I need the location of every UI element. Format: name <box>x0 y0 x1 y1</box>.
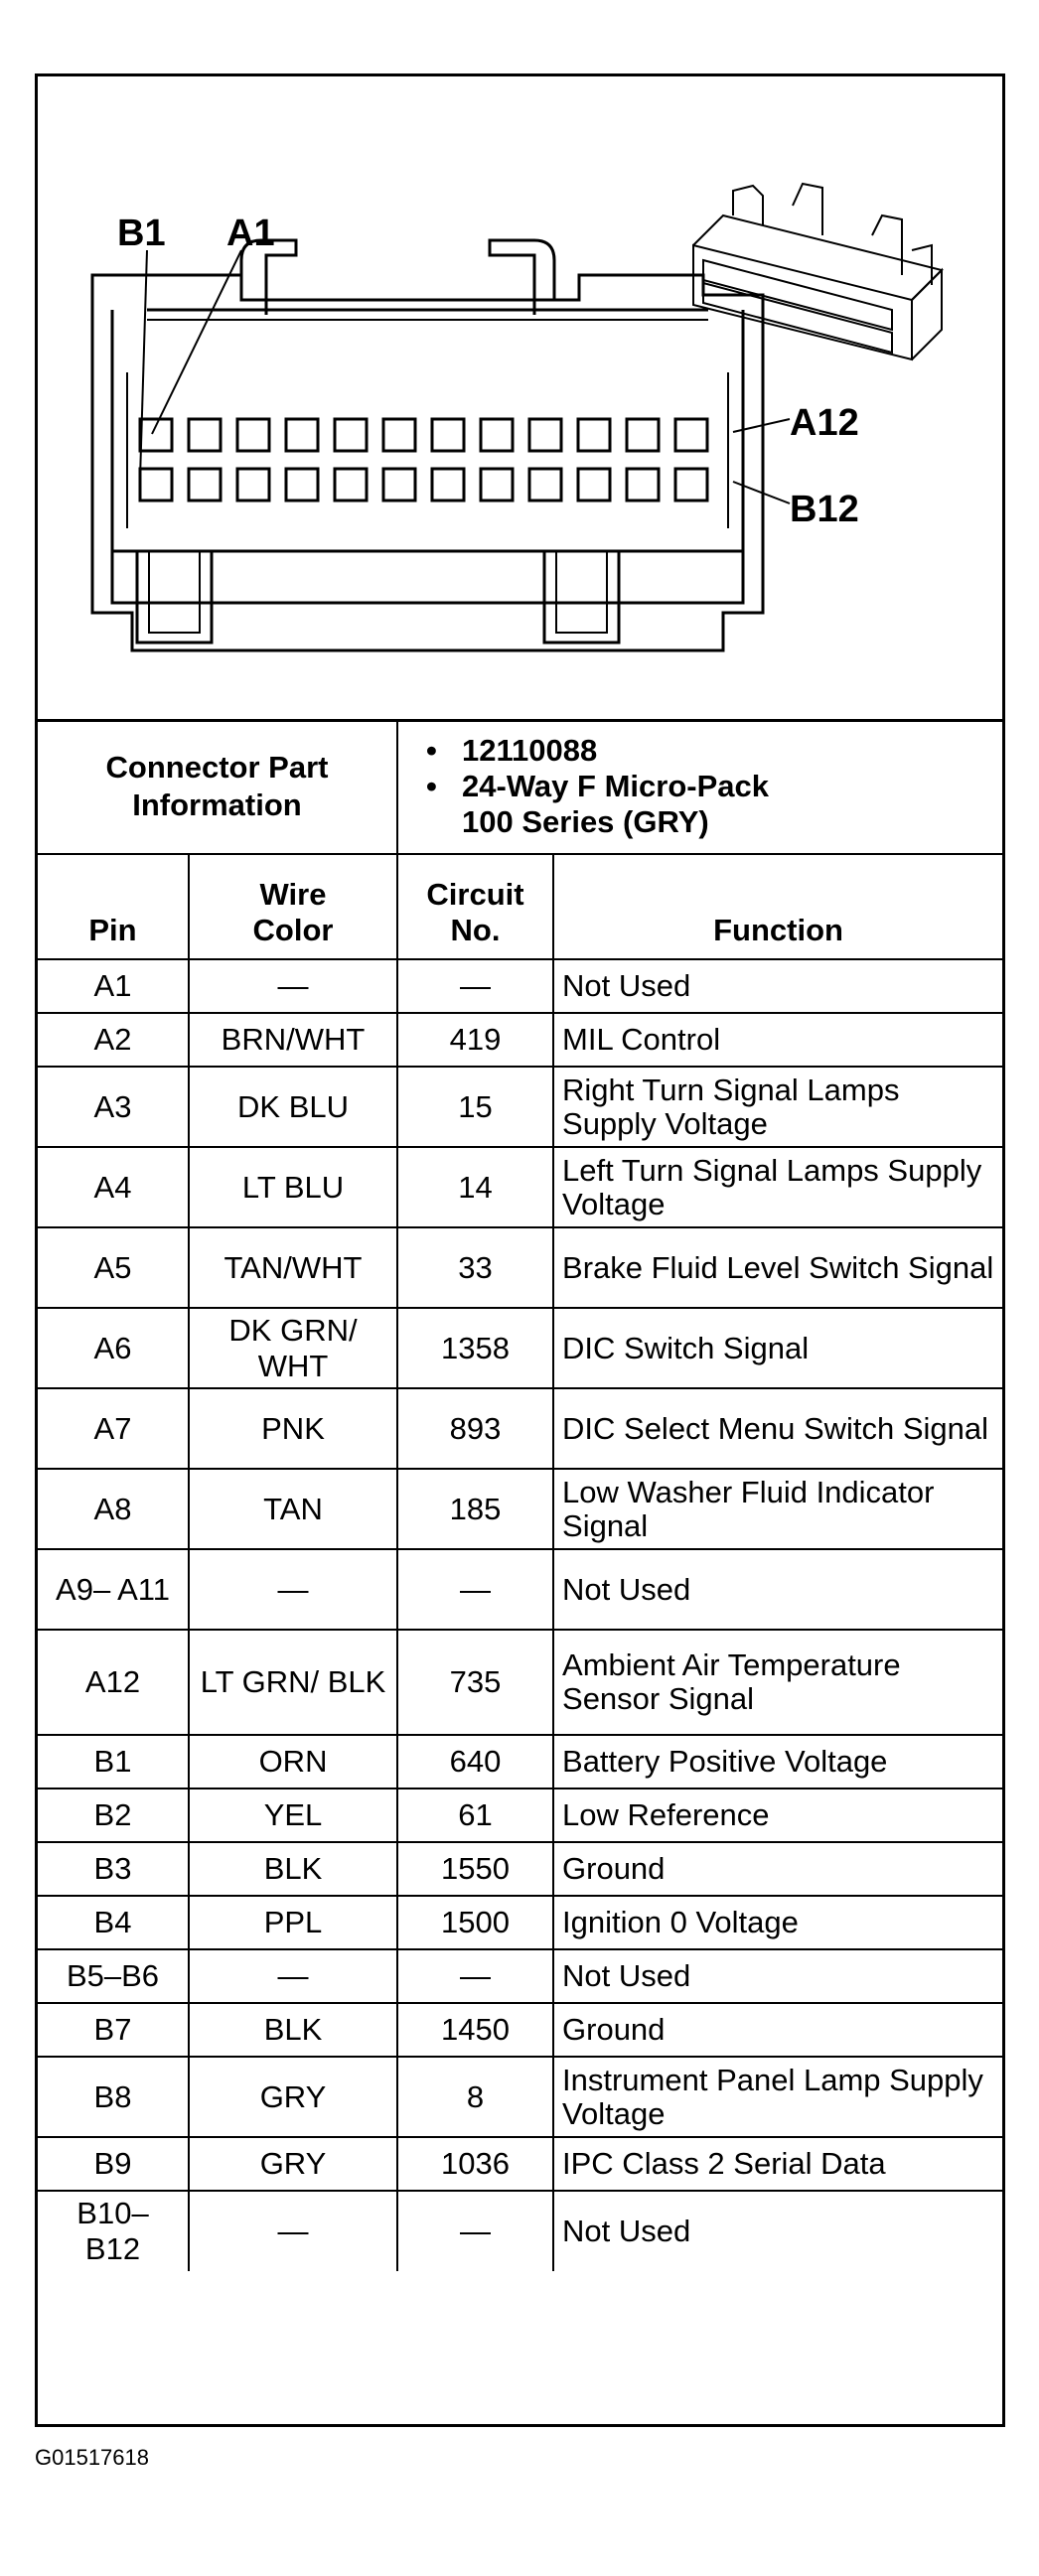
connector-info-heading <box>38 719 397 854</box>
pin-row-a-cavity <box>189 419 221 451</box>
connector-face-drawing <box>38 76 1002 719</box>
circuit-cell: 1500 <box>397 1896 553 1949</box>
circuit-cell: — <box>397 1549 553 1630</box>
table-row <box>38 1308 1002 1388</box>
wire-color-cell: TAN/WHT <box>189 1227 397 1308</box>
function-cell: DIC Switch Signal <box>553 1308 1002 1388</box>
pin-cell: A2 <box>38 1013 189 1067</box>
label-a1: A1 <box>226 213 275 254</box>
table-row <box>38 959 1002 1013</box>
pin-cell: A6 <box>38 1308 189 1388</box>
pin-cell: A12 <box>38 1630 189 1735</box>
pin-cell: A7 <box>38 1388 189 1469</box>
right-latch <box>490 240 554 315</box>
pin-row-a-cavity <box>529 419 561 451</box>
wire-color-cell: LT BLU <box>189 1147 397 1227</box>
pin-cell: B7 <box>38 2003 189 2057</box>
pin-row-b-cavity <box>578 469 610 501</box>
connector-diagram <box>38 76 1002 722</box>
circuit-cell: 14 <box>397 1147 553 1227</box>
wire-color-cell: GRY <box>189 2057 397 2137</box>
connector-info-heading-line1: Connector Part <box>105 749 329 785</box>
column-header-row <box>38 854 1002 959</box>
pin-row-b-cavity <box>529 469 561 501</box>
pin-row-b-cavity <box>335 469 367 501</box>
wire-color-cell: LT GRN/ BLK <box>189 1630 397 1735</box>
circuit-cell: 735 <box>397 1630 553 1735</box>
pin-row-b-cavity <box>627 469 659 501</box>
connector-info-heading-line2: Information <box>132 787 302 822</box>
pin-cell: B8 <box>38 2057 189 2137</box>
pin-row-a-cavity <box>237 419 269 451</box>
function-cell: Not Used <box>553 1549 1002 1630</box>
wire-color-cell: PPL <box>189 1896 397 1949</box>
pin-row-a-cavity <box>383 419 415 451</box>
pinout-table <box>38 719 1002 2271</box>
wire-color-cell: TAN <box>189 1469 397 1549</box>
function-cell: Battery Positive Voltage <box>553 1735 1002 1789</box>
function-cell: Not Used <box>553 959 1002 1013</box>
pin-row-b-cavity <box>675 469 707 501</box>
wire-color-cell: PNK <box>189 1388 397 1469</box>
table-row <box>38 1147 1002 1227</box>
pin-cell: A3 <box>38 1067 189 1147</box>
wire-color-cell: GRY <box>189 2137 397 2191</box>
function-cell: Not Used <box>553 2191 1002 2271</box>
pin-row-a-cavity <box>286 419 318 451</box>
pin-row-b-cavity <box>140 469 172 501</box>
table-row <box>38 1630 1002 1735</box>
function-cell: Right Turn Signal Lamps Supply Voltage <box>553 1067 1002 1147</box>
pin-row-a-cavity <box>578 419 610 451</box>
wire-color-cell: — <box>189 1549 397 1630</box>
pin-row-b-cavity <box>189 469 221 501</box>
circuit-cell: 1450 <box>397 2003 553 2057</box>
wire-color-cell: — <box>189 2191 397 2271</box>
pin-cell: B9 <box>38 2137 189 2191</box>
function-cell: Ambient Air Temperature Sensor Signal <box>553 1630 1002 1735</box>
pin-row-a-cavity <box>432 419 464 451</box>
function-cell: Brake Fluid Level Switch Signal <box>553 1227 1002 1308</box>
pin-row-b-cavity <box>481 469 513 501</box>
table-row <box>38 1227 1002 1308</box>
col-header-pin: Pin <box>38 854 189 959</box>
pin-cell: A9– A11 <box>38 1549 189 1630</box>
circuit-cell: 1358 <box>397 1308 553 1388</box>
circuit-cell: 419 <box>397 1013 553 1067</box>
circuit-cell: 8 <box>397 2057 553 2137</box>
connector-sheet <box>35 73 1005 2427</box>
label-b1: B1 <box>117 213 166 254</box>
function-cell: Ground <box>553 1842 1002 1896</box>
pin-cell: B3 <box>38 1842 189 1896</box>
table-row <box>38 1949 1002 2003</box>
circuit-cell: — <box>397 1949 553 2003</box>
a1-leader <box>152 250 241 434</box>
wire-color-cell: — <box>189 959 397 1013</box>
pin-row-a-cavity <box>675 419 707 451</box>
function-cell: Left Turn Signal Lamps Supply Voltage <box>553 1147 1002 1227</box>
pin-row-b-cavity <box>286 469 318 501</box>
connector-description-line2: 100 Series (GRY) <box>462 803 709 839</box>
circuit-cell: 640 <box>397 1735 553 1789</box>
function-cell: Low Washer Fluid Indicator Signal <box>553 1469 1002 1549</box>
function-cell: DIC Select Menu Switch Signal <box>553 1388 1002 1469</box>
wire-color-cell: DK BLU <box>189 1067 397 1147</box>
pin-row-a-cavity <box>335 419 367 451</box>
col-header-circuit-no: Circuit No. <box>397 854 553 959</box>
wire-color-cell: — <box>189 1949 397 2003</box>
circuit-cell: — <box>397 959 553 1013</box>
table-row <box>38 1896 1002 1949</box>
function-cell: Instrument Panel Lamp Supply Voltage <box>553 2057 1002 2137</box>
pin-row-a-cavity <box>627 419 659 451</box>
circuit-cell: 33 <box>397 1227 553 1308</box>
function-cell: IPC Class 2 Serial Data <box>553 2137 1002 2191</box>
table-row <box>38 1842 1002 1896</box>
connector-info-details <box>397 719 1002 854</box>
pin-cell: A5 <box>38 1227 189 1308</box>
table-row <box>38 1013 1002 1067</box>
wire-color-cell: BRN/WHT <box>189 1013 397 1067</box>
table-row <box>38 2057 1002 2137</box>
pin-row-b-cavity <box>432 469 464 501</box>
pin-cell: B5–B6 <box>38 1949 189 2003</box>
function-cell: Ignition 0 Voltage <box>553 1896 1002 1949</box>
table-row <box>38 1469 1002 1549</box>
wire-color-cell: YEL <box>189 1789 397 1842</box>
function-cell: Ground <box>553 2003 1002 2057</box>
circuit-cell: 1550 <box>397 1842 553 1896</box>
circuit-cell: 185 <box>397 1469 553 1549</box>
connector-body-outline <box>92 275 763 650</box>
table-row <box>38 2191 1002 2271</box>
image-id: G01517618 <box>35 2445 149 2470</box>
wire-color-cell: DK GRN/ WHT <box>189 1308 397 1388</box>
label-b12: B12 <box>790 489 859 530</box>
wire-color-cell: ORN <box>189 1735 397 1789</box>
function-cell: Not Used <box>553 1949 1002 2003</box>
table-row <box>38 2003 1002 2057</box>
table-row <box>38 2137 1002 2191</box>
circuit-cell: 15 <box>397 1067 553 1147</box>
circuit-cell: — <box>397 2191 553 2271</box>
wire-color-cell: BLK <box>189 2003 397 2057</box>
part-number: • 12110088 <box>426 733 994 769</box>
connector-perspective-view <box>693 184 942 359</box>
table-row <box>38 1789 1002 1842</box>
pin-cell: B1 <box>38 1735 189 1789</box>
label-a12: A12 <box>790 402 859 444</box>
pin-cell: B10– B12 <box>38 2191 189 2271</box>
connector-info-row <box>38 719 1002 854</box>
pin-cell: A4 <box>38 1147 189 1227</box>
circuit-cell: 893 <box>397 1388 553 1469</box>
circuit-cell: 61 <box>397 1789 553 1842</box>
function-cell: Low Reference <box>553 1789 1002 1842</box>
pin-cell: A1 <box>38 959 189 1013</box>
table-row <box>38 1735 1002 1789</box>
pin-cell: B2 <box>38 1789 189 1842</box>
pin-cell: A8 <box>38 1469 189 1549</box>
col-header-function: Function <box>553 854 1002 959</box>
pin-row-b-cavity <box>237 469 269 501</box>
table-row <box>38 1549 1002 1630</box>
pin-row-a-cavity <box>481 419 513 451</box>
connector-description-line1: • 24-Way F Micro-Pack <box>426 769 994 804</box>
circuit-cell: 1036 <box>397 2137 553 2191</box>
function-cell: MIL Control <box>553 1013 1002 1067</box>
col-header-wire-color: Wire Color <box>189 854 397 959</box>
table-row <box>38 1388 1002 1469</box>
table-row <box>38 1067 1002 1147</box>
pin-row-b-cavity <box>383 469 415 501</box>
wire-color-cell: BLK <box>189 1842 397 1896</box>
pin-cell: B4 <box>38 1896 189 1949</box>
